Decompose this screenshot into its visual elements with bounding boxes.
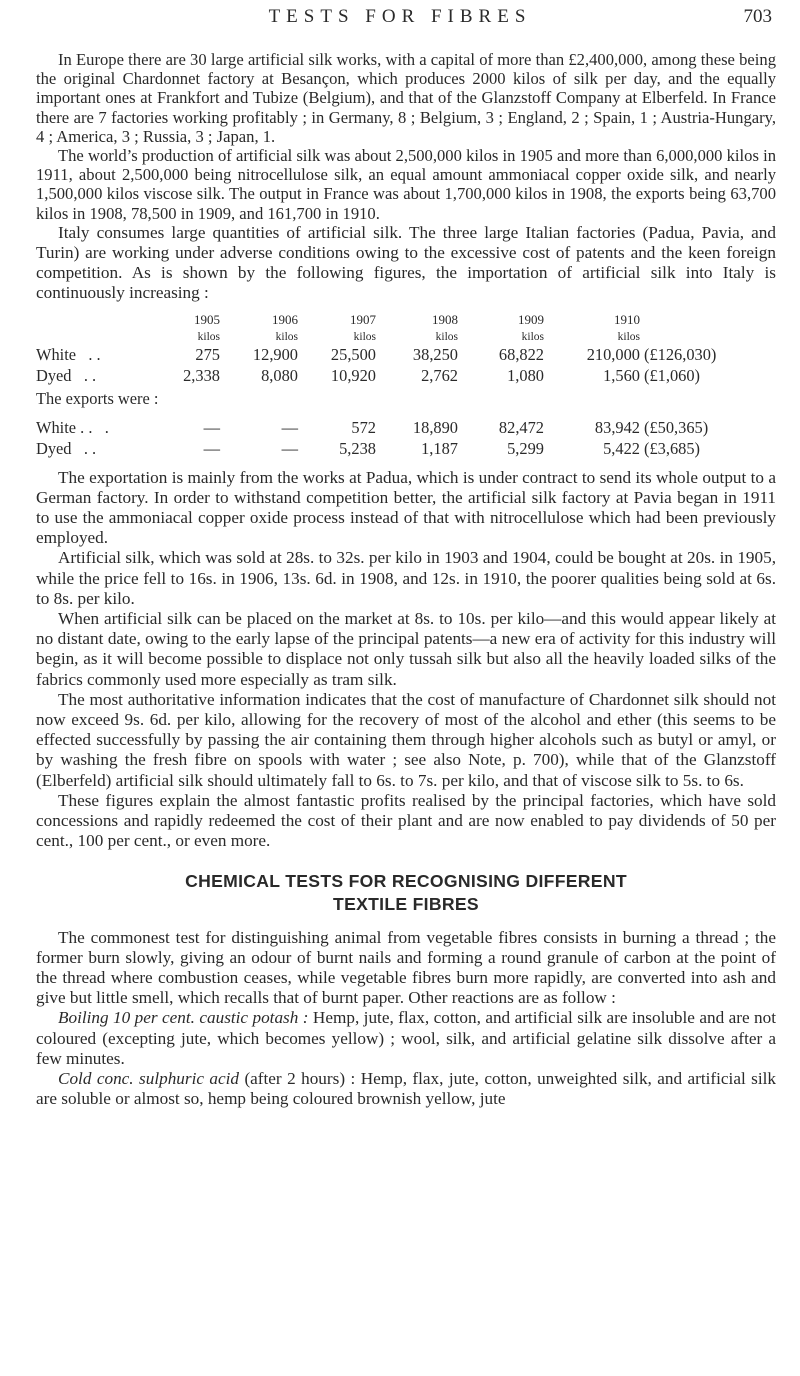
table-cell: 18,890	[412, 418, 458, 438]
unit-cell: kilos	[275, 330, 298, 343]
reagent-label: Cold conc. sulphuric acid	[58, 1068, 240, 1088]
unit-cell: kilos	[197, 330, 220, 343]
table-cell: 5,238	[339, 439, 376, 459]
running-title: TESTS FOR FIBRES	[268, 6, 532, 27]
year-cell: 1909	[518, 312, 544, 328]
table-cell: 275	[195, 345, 220, 365]
page-number: 703	[743, 6, 772, 27]
table-cell: 210,000	[586, 345, 640, 365]
table-cell: 1,187	[421, 439, 458, 459]
unit-cell: kilos	[435, 330, 458, 343]
paragraph-new-era: When artificial silk can be placed on the market at 8s. to 10s. per kilo—and this would appear likely at no distant date, owing to the early lapse of the principal patents—a new era of activity for this industry will begin, as it will become possible to displace not only tussah silk but also all the heavily loaded silks of the fabrics commonly used more especially as tram silk.	[36, 609, 776, 689]
paragraph-prices: Artificial silk, which was sold at 28s. to 32s. per kilo in 1903 and 1904, could be bought at 20s. in 1905, while the price fell to 16s. in 1906, 13s. 6d. in 1908, and 12s. in 1910, the poorer qualities being sold at 6s. to 8s. per kilo.	[36, 548, 776, 608]
table-row	[36, 418, 716, 439]
table-cell: 5,299	[507, 439, 544, 459]
exports-caption-row	[36, 387, 716, 410]
table-row	[36, 439, 716, 460]
table-cell: 2,762	[421, 366, 458, 386]
value-note: (£3,685)	[644, 439, 700, 459]
table-cell: —	[203, 418, 220, 438]
table-cell: 2,338	[183, 366, 220, 386]
table-cell: —	[203, 439, 220, 459]
value-note: (£1,060)	[644, 366, 700, 386]
year-cell: 1906	[272, 312, 298, 328]
paragraph-profits: These figures explain the almost fantastic profits realised by the principal factories, which have sold concessions and rapidly redeemed the cost of their plant and are now enabled to pay dividends of 50 per cent., 100 per cent., or even more.	[36, 790, 776, 851]
table-cell: —	[281, 439, 298, 459]
unit-header-row	[36, 329, 716, 345]
page-body	[36, 50, 776, 1109]
table-cell: 83,942	[594, 418, 640, 438]
table-cell: 1,080	[507, 366, 544, 386]
paragraph-italy: Italy consumes large quantities of artificial silk. The three large Italian factories (Padua, Pavia, and Turin) are working under adverse conditions owing to the excessive cost of patents and the keen foreign competition. As is shown by the following figures, the importation of artificial silk into Italy is continuously increasing :	[36, 222, 776, 303]
unit-cell: kilos	[521, 330, 544, 343]
section-heading-line: CHEMICAL TESTS FOR RECOGNISING DIFFERENT	[185, 870, 627, 891]
exports-caption: The exports were :	[36, 389, 159, 409]
row-label: Dyed . .	[36, 366, 97, 386]
table-cell: 5,422	[603, 439, 640, 459]
table-cell: 572	[351, 418, 376, 438]
unit-cell: kilos	[617, 330, 640, 343]
year-cell: 1907	[350, 312, 376, 328]
table-row	[36, 345, 716, 366]
paragraph-manufacture-cost: The most authoritative information indicates that the cost of manufacture of Chardonnet silk should not now exceed 9s. 6d. per kilo, allowing for the recovery of most of the alcohol and ether (this seems to be effected successfully by passing the air containing them through higher alcohols such as butyl or amyl, or by washing the fresh fibre on spools with water ; see also Note, p. 700), while that of the Glanzstoff (Elberfeld) artificial silk should ultimately fall to 6s. to 7s. per kilo, and that of viscose silk to 5s. to 6s.	[36, 689, 776, 790]
page-header	[0, 4, 800, 32]
value-note: (£50,365)	[644, 418, 709, 438]
table-cell: 82,472	[498, 418, 544, 438]
table-cell: 12,900	[252, 345, 298, 365]
paragraph-exportation: The exportation is mainly from the works at Padua, which is under contract to send its whole output to a German factory. In order to withstand competition better, the artificial silk factory at Pavia began in 1911 to use the ammoniacal copper oxide process instead of that with nitrocellulose which had been previously employed.	[36, 467, 776, 548]
row-label: Dyed . .	[36, 439, 97, 459]
year-cell: 1910	[614, 312, 640, 328]
table-cell: 1,560	[603, 366, 640, 386]
row-label: White . .	[36, 345, 101, 365]
table-row	[36, 366, 716, 387]
year-header-row	[36, 312, 716, 329]
import-table	[36, 312, 716, 460]
year-cell: 1905	[194, 312, 220, 328]
paragraph-world-production: The world’s production of artificial silk was about 2,500,000 kilos in 1905 and more than 6,000,000 kilos in 1911, about 2,500,000 being nitrocellulose silk, an equal amount ammoniacal copper oxide silk, and nearly 1,500,000 kilos viscose silk. The output in France was about 1,700,000 kilos in 1908, the exports being 63,700 kilos in 1908, 78,500 in 1909, and 161,700 in 1910.	[36, 146, 776, 223]
table-cell: 68,822	[498, 345, 544, 365]
year-cell: 1908	[432, 312, 458, 328]
table-cell: 38,250	[412, 345, 458, 365]
unit-cell: kilos	[353, 330, 376, 343]
paragraph-factories: In Europe there are 30 large artificial silk works, with a capital of more than £2,400,000, among these being the original Chardonnet factory at Besançon, which produces 2000 kilos of silk per day, and the equally important ones at Frankfort and Tubize (Belgium), and that of the Glanzstoff Company at Elberfeld. In France there are 7 factories working profitably ; in Germany, 8 ; Belgium, 3 ; England, 2 ; Spain, 1 ; Austria-Hungary, 4 ; America, 3 ; Russia, 3 ; Japan, 1.	[36, 50, 776, 146]
table-cell: 25,500	[330, 345, 376, 365]
section-heading-line: TEXTILE FIBRES	[333, 893, 479, 914]
table-cell: 8,080	[261, 366, 298, 386]
paragraph-caustic-potash: Boiling 10 per cent. caustic potash : Hemp, jute, flax, cotton, and artificial silk are insoluble and are not coloured (excepting jute, which becomes yellow) ; wool, silk, and artificial gelatine silk dissolve after a few minutes.	[36, 1008, 777, 1068]
reagent-label: Boiling 10 per cent. caustic potash :	[58, 1008, 309, 1028]
value-note: (£126,030)	[644, 345, 717, 365]
table-cell: —	[281, 418, 298, 438]
table-cell: 10,920	[330, 366, 376, 386]
paragraph-burning-test: The commonest test for distinguishing animal from vegetable fibres consists in burning a thread ; the former burn slowly, giving an odour of burnt nails and forming a round granule of carbon at the point of the thread where combustion ceases, while vegetable fibres burn more rapidly, are converted into ash and give but little smell, which recalls that of burnt paper. Other reactions are as follow :	[36, 927, 776, 1008]
paragraph-sulphuric-acid: Cold conc. sulphuric acid (after 2 hours) : Hemp, flax, jute, cotton, unweighted silk, and artificial silk are soluble or almost so, hemp being coloured brownish yellow, jute	[36, 1068, 777, 1109]
section-heading	[36, 870, 776, 916]
row-label: White . . .	[36, 418, 109, 438]
